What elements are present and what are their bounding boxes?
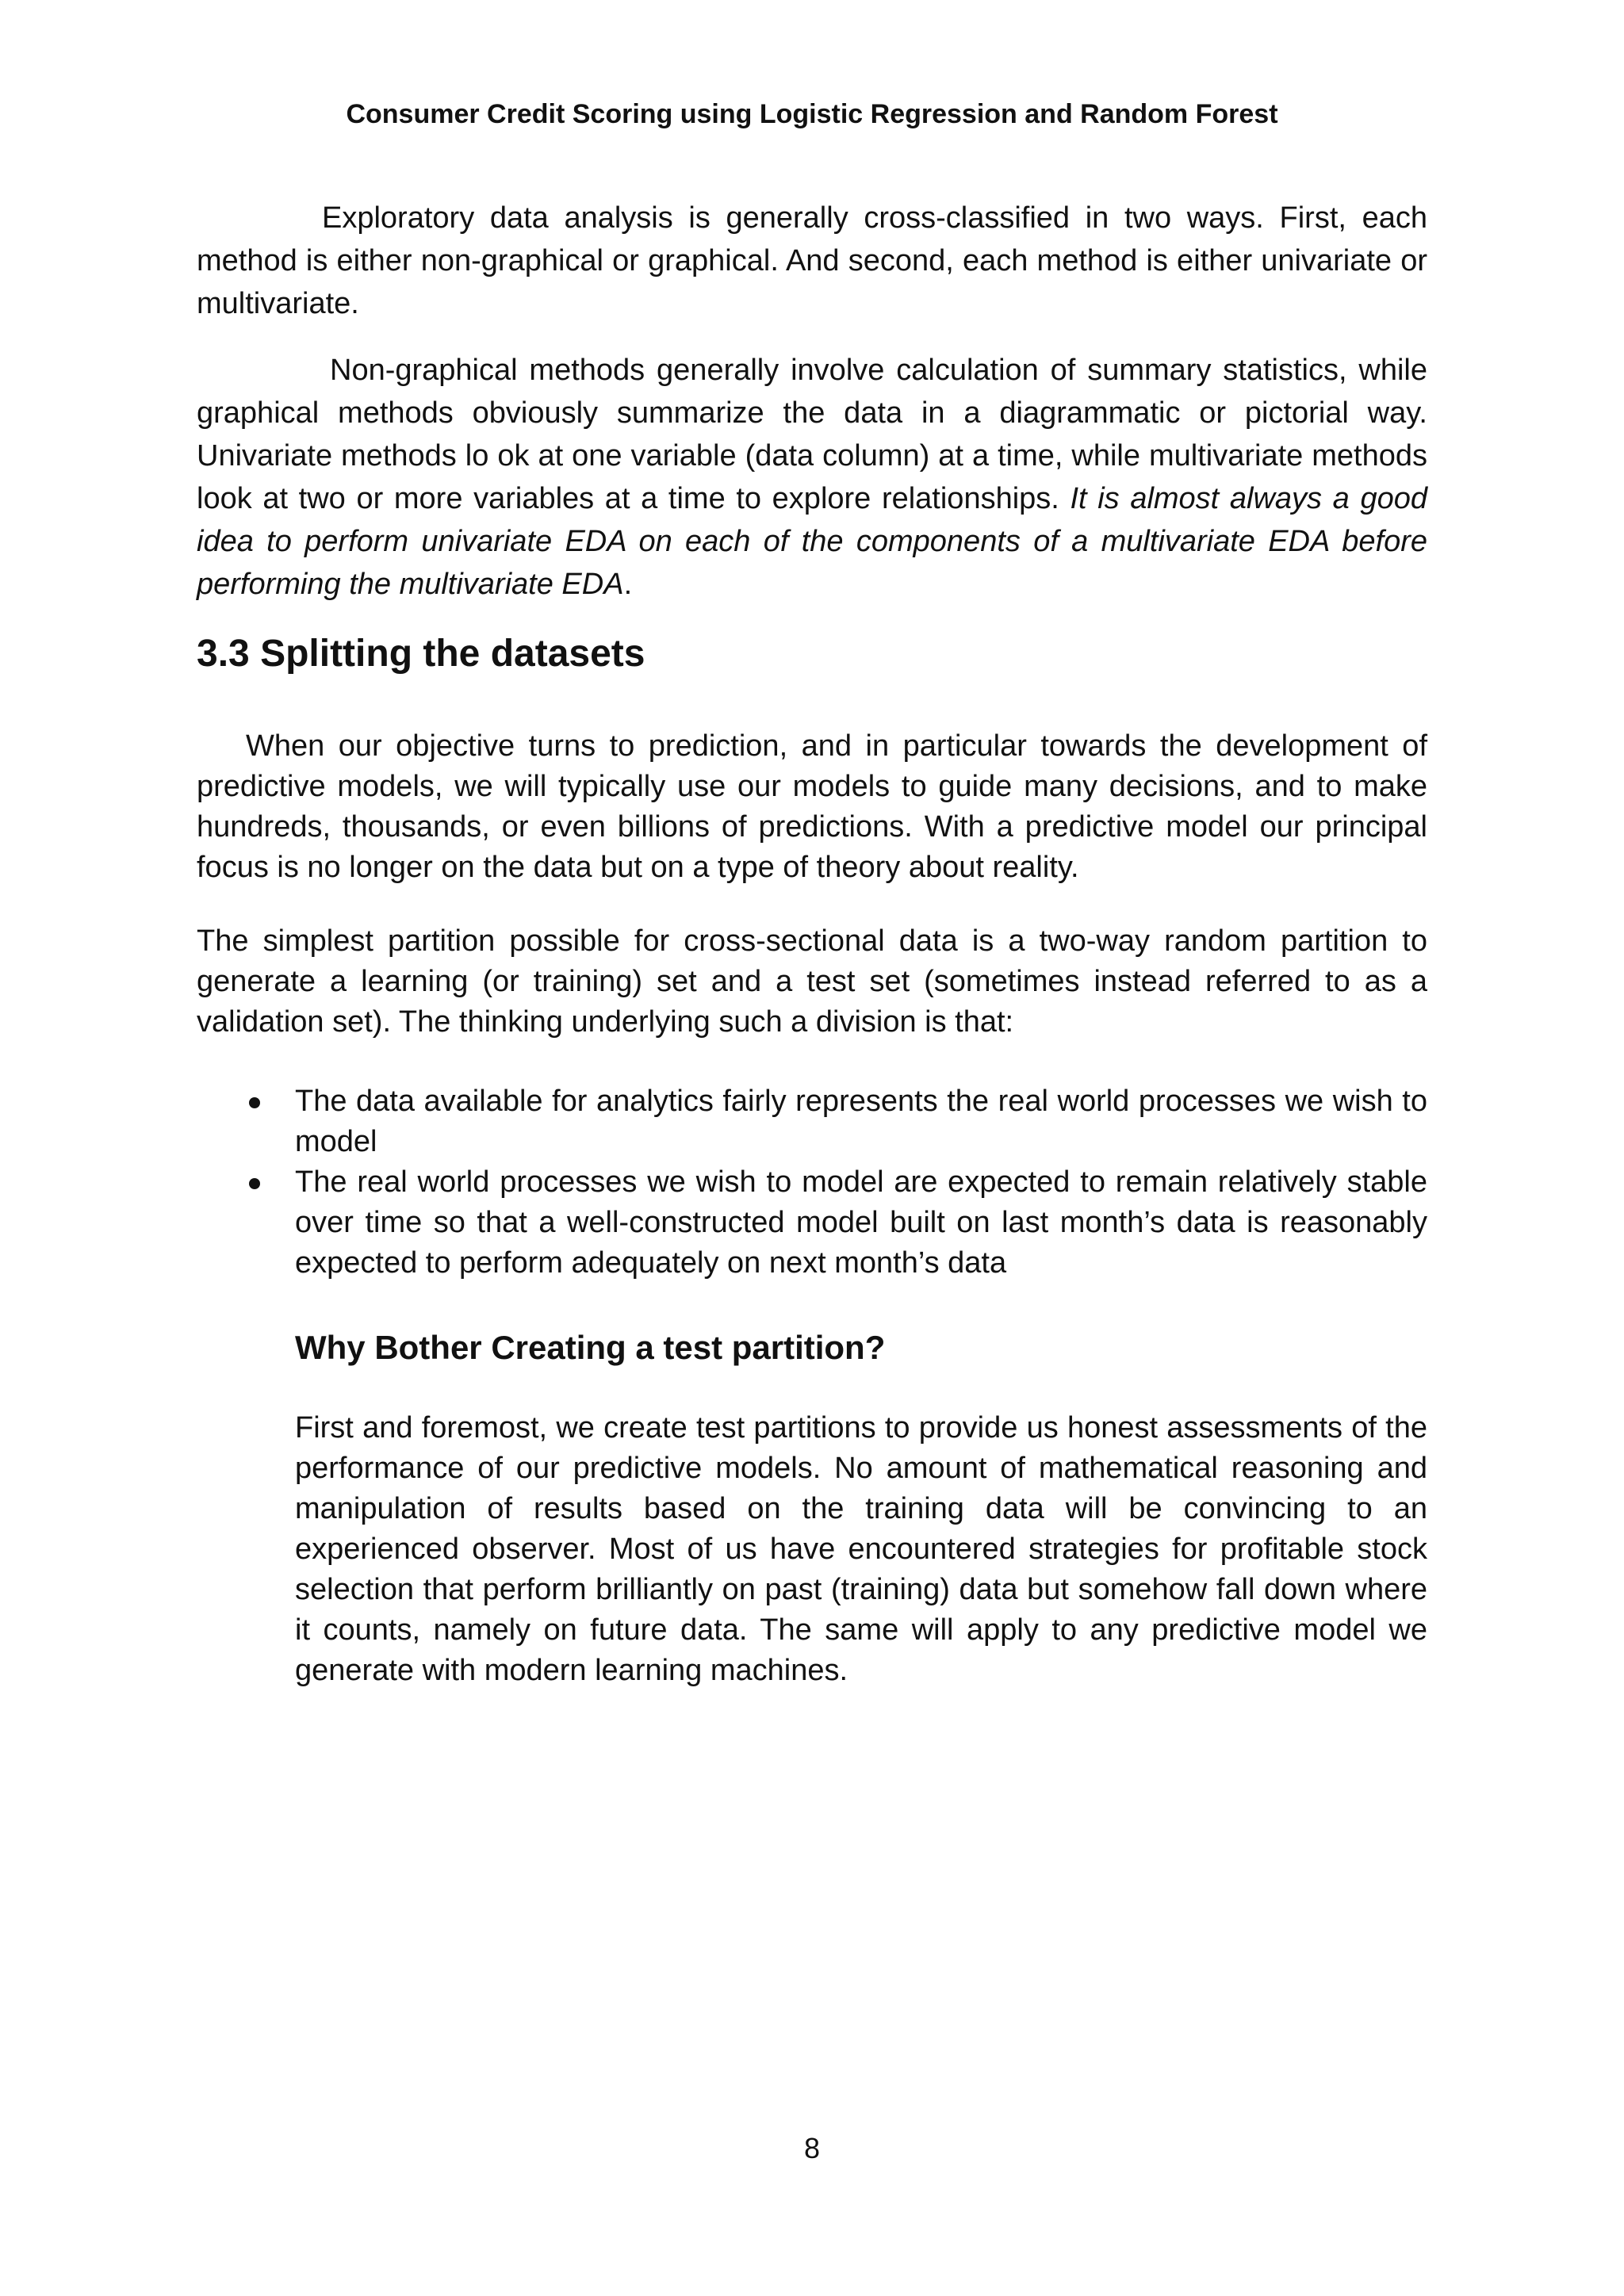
list-item: [197, 1162, 1427, 1284]
paragraph-eda-classification: Exploratory data analysis is generally cross-classified in two ways. First, each method is either non-graphical or graphical. And second, each method is either univariate or multivariate.: [197, 201, 1427, 320]
bullet-icon: [249, 1097, 260, 1108]
paragraph-eda-methods: [197, 349, 1427, 606]
paragraph-eda-methods-italic: It is almost always a good idea to perform univariate EDA on each of the components of a multivariate EDA before performing the multivariate EDA: [197, 482, 1427, 601]
paragraph-prediction: When our objective turns to prediction, and in particular towards the development of predictive models, we will typically use our models to guide many decisions, and to make hundreds, thousands, or even billions of predictions. With a predictive model our principal focus is no longer on the data but on a type of theory about reality.: [197, 729, 1427, 884]
paragraph-eda-methods-text: Non-graphical methods generally involve calculation of summary statistics, while graphical methods obviously summarize the data in a diagrammatic or pictorial way. Univariate methods lo ok at one variable (data column) at a time, while multivariate methods look at two or more variables at a time to explore relationships.: [197, 354, 1427, 515]
page-number: 8: [803, 2132, 821, 2164]
subsection-heading: Why Bother Creating a test partition?: [295, 1329, 886, 1366]
section-heading: 3.3 Splitting the datasets: [197, 633, 645, 675]
list-item: [197, 1081, 1427, 1162]
paragraph-partition: The simplest partition possible for cross-sectional data is a two-way random partition to generate a learning (or training) set and a test set (sometimes instead referred to as a validation set). The thinking underlying such a division is that:: [197, 924, 1427, 1039]
bullet-icon: [249, 1178, 260, 1189]
list-item-text: The real world processes we wish to model are expected to remain relatively stable over time so that a well-constructed model built on last month’s data is reasonably expected to perform adequately on next month’s data: [295, 1165, 1427, 1280]
paragraph-test-partition: First and foremost, we create test partitions to provide us honest assessments of the performance of our predictive models. No amount of mathematical reasoning and manipulation of results based on the training data will be convincing to an experienced observer. Most of us have encountered strategies for profitable stock selection that perform brilliantly on past (training) data but somehow fall down where it counts, namely on future data. The same will apply to any predictive model we generate with modern learning machines.: [295, 1411, 1427, 1687]
list-item-text: The data available for analytics fairly represents the real world processes we wish to model: [295, 1085, 1427, 1158]
assumptions-list: [197, 1081, 1427, 1284]
paragraph-eda-methods-end: .: [623, 568, 633, 601]
running-header: Consumer Credit Scoring using Logistic Regression and Random Forest: [346, 99, 1278, 129]
